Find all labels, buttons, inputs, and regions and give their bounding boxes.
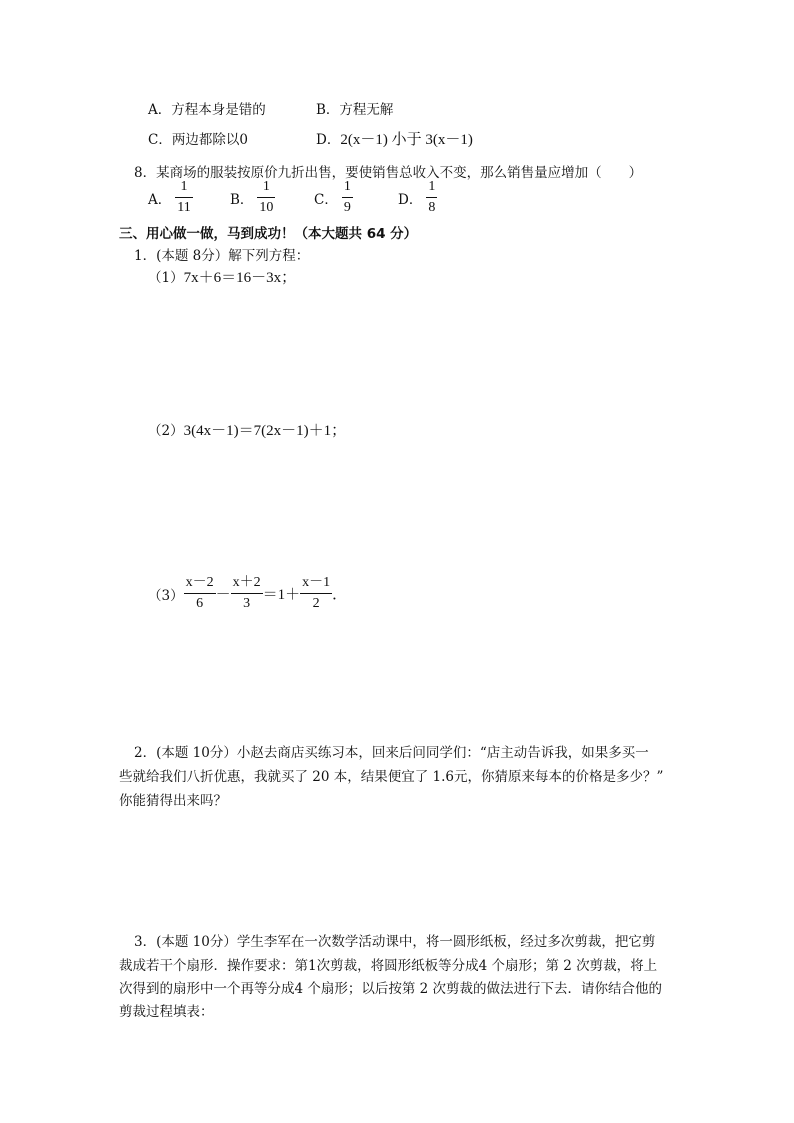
operator: － — [215, 587, 231, 603]
period: ． — [332, 587, 348, 603]
option-letter: C． — [148, 132, 172, 148]
option-fraction — [175, 180, 192, 215]
fraction-denominator: 11 — [175, 197, 192, 215]
problem-2-line-1: 2．(本题 10分）小赵去商店买练习本，回来后问同学们：“店主动告诉我，如果多买一 — [134, 745, 649, 761]
problem-1-stem: 1．(本题 8分）解下列方程： — [134, 248, 310, 264]
q8-stem: 8．某商场的服装按原价九折出售，要使销售总收入不变，那么销售量应增加（ ） — [134, 165, 643, 181]
fraction-2 — [231, 576, 263, 611]
fraction-3 — [300, 576, 332, 611]
equation-3 — [148, 576, 347, 611]
fraction-denominator: 10 — [257, 197, 275, 215]
option-fraction — [257, 180, 275, 215]
fraction-numerator: x＋2 — [232, 575, 261, 590]
option-letter: A． — [148, 191, 172, 208]
option-letter: A． — [148, 102, 172, 118]
fraction-1 — [184, 576, 216, 611]
option-letter: D． — [398, 191, 423, 208]
q7-option-a — [148, 98, 266, 118]
option-text: 2(x－1) 小于 3(x－1) — [340, 132, 473, 148]
option-letter: D． — [316, 132, 341, 148]
option-letter: C． — [314, 191, 338, 208]
option-text: 方程本身是错的 — [171, 102, 266, 118]
q8-option-c — [314, 180, 398, 215]
option-text: 两边都除以0 — [171, 132, 248, 148]
fraction-numerator: 1 — [262, 179, 270, 194]
q8-options — [148, 180, 482, 215]
option-text: 方程无解 — [339, 102, 394, 118]
fraction-denominator: 8 — [426, 197, 437, 215]
fraction-denominator: 6 — [184, 593, 216, 611]
fraction-numerator: x－1 — [302, 575, 331, 590]
option-fraction — [426, 180, 437, 215]
equation-2 — [148, 419, 346, 440]
fraction-denominator: 3 — [231, 593, 263, 611]
problem-3-line-2: 裁成若干个扇形．操作要求：第1次剪裁，将圆形纸板等分成4 个扇形；第 2 次剪裁，将上 — [119, 958, 658, 974]
fraction-numerator: 1 — [180, 179, 188, 194]
q8-option-d — [398, 180, 482, 215]
q7-option-d — [316, 128, 473, 149]
fraction-denominator: 2 — [300, 593, 332, 611]
q7-option-c — [148, 128, 248, 148]
option-fraction — [342, 180, 353, 215]
option-letter: B． — [316, 102, 340, 118]
q7-option-b — [316, 98, 393, 118]
q8-option-b — [230, 180, 314, 215]
option-letter: B． — [230, 191, 254, 208]
equation-1 — [148, 266, 296, 287]
problem-3-line-4: 剪裁过程填表： — [119, 1004, 214, 1020]
problem-2-line-2: 些就给我们八折优惠，我就买了 20 本，结果便宜了 1.6元，你猜原来每本的价格是多少？” — [119, 769, 664, 785]
fraction-numerator: x－2 — [185, 575, 214, 590]
problem-3-line-1: 3．(本题 10分）学生李军在一次数学活动课中，将一圆形纸板，经过多次剪裁，把它剪 — [134, 934, 656, 950]
equation-text: 7x＋6＝16－3x； — [183, 270, 297, 286]
equation-text: 3(4x－1)＝7(2x－1)＋1； — [183, 423, 347, 439]
fraction-denominator: 9 — [342, 197, 353, 215]
section-heading: 三、用心做一做，马到成功！（本大题共 64 分） — [119, 226, 418, 242]
equation-label: （2） — [148, 423, 184, 439]
equation-label: （3） — [148, 587, 184, 604]
equation-label: （1） — [148, 270, 184, 286]
fraction-numerator: 1 — [343, 179, 351, 194]
fraction-numerator: 1 — [428, 179, 436, 194]
q8-option-a — [148, 180, 230, 215]
operator: ＝1＋ — [262, 587, 301, 603]
problem-3-line-3: 次得到的扇形中一个再等分成4 个扇形；以后按第 2 次剪裁的做法进行下去．请你结合他的 — [119, 981, 663, 997]
problem-2-line-3: 你能猜得出来吗？ — [119, 793, 227, 809]
